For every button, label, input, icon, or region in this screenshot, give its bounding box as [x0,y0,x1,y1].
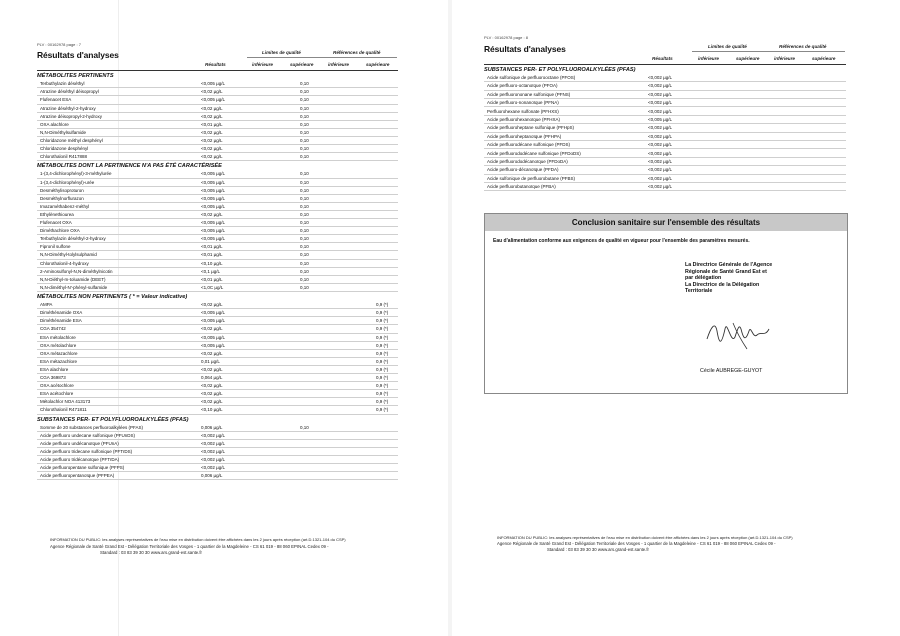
result-value: <0,002 µg/L [648,167,672,173]
reference-sup-value: 0,9 (*) [376,302,389,308]
reference-sup-value: 0,9 (*) [376,383,389,389]
table-row [37,113,398,121]
param-name: Acide perfluorododécane sulfonique (PFDoDS) [487,150,581,156]
table-row [37,448,398,456]
table-row [37,334,398,342]
param-name: N,N-Diméthyl-tolylsulphamid [40,252,97,258]
table-row [37,301,398,309]
table-row [37,153,398,161]
result-value: <0,005 µg/L [201,179,225,185]
table-row [37,382,398,390]
limit-sup-value: 0,10 [300,211,309,217]
limit-sup-value: 0,10 [300,171,309,177]
result-value: <0,02 µg/L [201,366,223,372]
param-name: Somme de 20 substances perfluoroalkylées (PFAS) [40,424,144,430]
limit-sup-value: 0,10 [300,252,309,258]
param-name: Métolachlor NOA 413173 [40,399,91,405]
table-row [37,374,398,382]
table-row [37,276,398,284]
result-value: <0,005 µg/L [201,334,225,340]
header-resultats: Résultats [652,56,673,61]
result-value: <0,1 µg/L [201,268,220,274]
result-value: <0,002 µg/L [648,100,672,106]
param-name: Acide perfluoro undécanoïque (PFUnA) [40,440,119,446]
param-name: 1-(3,4-dichlorophényl)-3-méthylurée [40,171,112,177]
table-row [484,150,846,158]
footer-agency: Agence Régionale de Santé Grand Est - Délégation Territoriale des Vosges - 1 quartier de la Magdeleine - CS 61 019 - 88 060 EPINAL Cedex 09 - [50,544,329,549]
table-row [37,179,398,187]
reference-sup-value: 0,9 (*) [376,366,389,372]
result-value: <0,005 µg/L [201,228,225,234]
limit-sup-value: 0,10 [300,195,309,201]
reference-sup-value: 0,9 (*) [376,326,389,332]
param-name: CGA 354742 [40,326,66,332]
result-value: <0,02 µg/L [201,326,223,332]
table-row [37,251,398,259]
table-row [37,96,398,104]
header-resultats: Résultats [205,62,226,67]
result-value: <0,02 µg/L [201,350,223,356]
result-value: <0,002 µg/L [201,432,225,438]
result-value: <0,002 µg/L [201,457,225,463]
footer-standard: Standard : 03 83 39 30 30 www.ars.grand-est.sante.fr [100,550,202,555]
table-row [37,398,398,406]
row-rule [37,414,398,415]
param-name: N,N-Diméthylsulfamide [40,129,87,135]
table-row [37,309,398,317]
result-value: <0,01 µg/L [201,276,223,282]
limit-sup-value: 0,10 [300,146,309,151]
result-value: 0,064 µg/L [201,375,223,380]
table-row [484,74,846,82]
param-name: Atrazine déséthyl-2-hydroxy [40,105,96,111]
conclusion-title: Conclusion sanitaire sur l'ensemble des résultats [485,214,847,231]
row-rule [37,479,398,480]
limit-sup-value: 0,10 [300,179,309,185]
param-name: Diméthénamide OXA [40,310,83,316]
param-name: Flufenacet ESA [40,97,72,103]
table-row [37,390,398,398]
header-lim-inf: inférieure [252,62,273,67]
param-name: ESA acétochlore [40,391,74,397]
param-name: Terbuthylazin déséthyl-2-hydroxy [40,236,106,242]
result-value: <0,002 µg/L [648,83,672,89]
result-value: <0,02 µg/L [201,391,223,397]
table-row [37,424,398,432]
param-name: Chloridazone méthyl desphényl [40,137,103,143]
table-row [37,211,398,219]
result-value: <0,002 µg/L [201,465,225,471]
limit-sup-value: 0,10 [300,113,309,119]
table-row [37,243,398,251]
result-value: <0,005 µg/L [201,203,225,209]
param-name: N,N-Diéthyl-m-toluamide (DEET) [40,276,106,282]
result-value: <0,005 µg/L [201,342,225,348]
limit-sup-value: 0,10 [300,276,309,282]
result-value: <1,0C µg/L [201,284,224,290]
param-name: 2-Aminosulfonyl-N,N-diméthylnicotin [40,268,113,274]
table-row [37,325,398,333]
param-name: N,N-diméthyl-N'-phényl-sulfamide [40,284,108,290]
footer-info: INFORMATION DU PUBLIC: les analyses représentatives de l'eau mise en distribution doivent être affichées dans les 2 jours après réception (art.D.1321-104 du CSP) [50,537,346,542]
table-row [484,175,846,183]
table-row [37,342,398,350]
table-row [484,99,846,107]
param-name: Acide perfluorododécanoïque (PFDoDA) [487,159,568,164]
report-page-7 [0,0,448,636]
table-row [37,406,398,414]
result-value: 0,006 µg/L [201,424,223,430]
param-name: Fipronil sulfone [40,244,71,250]
param-name: Acide perfluorodécane sulfonique (PFDS) [487,142,571,148]
section-title: MÉTABOLITES DONT LA PERTINENCE N'A PAS ÉTÉ CARACTÉRISÉE [37,163,222,170]
result-value: <0,005 µg/L [201,310,225,316]
footer-agency: Agence Régionale de Santé Grand Est - Délégation Territoriale des Vosges - 1 quartier de la Magdeleine - CS 61 019 - 88 060 EPINAL Cedex 09 - [497,541,776,546]
section-title: SUBSTANCES PER- ET POLYFLUOROALKYLÉES (PFAS) [37,416,189,423]
header-lim-sup: supérieure [736,56,760,61]
table-row [37,284,398,292]
table-row [37,145,398,153]
param-name: Diméthénamide ESA [40,318,82,324]
param-name: Perfluorohexane sulfonate (PFHXS) [487,108,559,114]
table-row [37,227,398,235]
limit-sup-value: 0,10 [300,268,309,274]
table-row [37,432,398,440]
header-limites: Limites de qualité [708,44,747,49]
param-name: Desméthylisoproturon [40,187,84,193]
limit-sup-value: 0,10 [300,203,309,209]
result-value: <0,02 µg/L [201,302,223,308]
table-row [37,219,398,227]
table-row [37,456,398,464]
param-name: Acide sulfonique de perfluorobutane (PFBS) [487,175,576,181]
result-value: <0,005 µg/L [201,97,225,103]
param-name: Acide perfluoro undecane sulfonique (PFUnDS) [40,432,136,438]
result-value: <0,01 µg/L [201,121,223,127]
param-name: Terbuthylazin déséthyl [40,81,85,87]
signatory-line-1: La Directrice Générale de l'Agence [685,262,773,268]
table-row [484,183,846,191]
table-row [37,235,398,243]
result-value: <0,002 µg/L [201,440,225,446]
param-name: Acide perfluoro tridecane sulfonique (PFTrDS) [40,449,133,454]
param-name: Desméthylnorflurazon [40,195,84,201]
limit-sup-value: 0,10 [300,260,309,266]
param-name: Acide perfluoro tridécanoïque (PFTrDA) [40,457,120,463]
header-lim-sup: supérieure [290,62,314,67]
result-value: <0,002 µg/L [648,125,672,131]
result-value: <0,02 µg/L [201,399,223,405]
param-name: Atrazine déisopropyl-2-hydroxy [40,113,103,119]
result-value: <0,002 µg/L [648,159,672,164]
result-value: <0,002 µg/L [648,133,672,139]
param-name: Flufenacet OXA [40,220,72,225]
limit-sup-value: 0,10 [300,228,309,234]
param-name: Diméthachlore OXA [40,228,80,234]
page-title: Résultats d'analyses [484,44,566,54]
table-row [37,121,398,129]
param-name: CGA 369873 [40,375,66,380]
param-name: Acide perfluoroheptanoïque (PFHPA) [487,133,562,139]
reference-sup-value: 0,9 (*) [376,399,389,405]
result-value: <0,005 µg/L [201,220,225,225]
result-value: <0,005 µg/L [201,81,225,87]
table-row [37,80,398,88]
param-name: Acide perfluoro-décanoïque (PFDA) [487,167,559,173]
reference-sup-value: 0,9 (*) [376,334,389,340]
result-value: <0,02 µg/L [201,137,223,143]
signatory-block [685,262,772,295]
param-name: ESA métazachlore [40,358,78,364]
param-name: Chlorothalonil R471811 [40,407,87,413]
table-row [37,464,398,472]
param-name: OXA métazachlore [40,350,78,356]
header-ref-sup: supérieure [812,56,836,61]
limit-sup-value: 0,10 [300,154,309,160]
limit-sup-value: 0,10 [300,97,309,103]
limit-sup-value: 0,10 [300,187,309,193]
param-name: Acide perfluoro-nonanoïque (PFNA) [487,100,559,106]
result-value: <0,02 µg/L [201,154,223,160]
table-row [37,440,398,448]
param-name: Acide sulfonique de perfluorooctane (PFOS) [487,75,576,80]
limit-sup-value: 0,10 [300,236,309,242]
limit-sup-value: 0,10 [300,81,309,87]
handwritten-signature [703,309,773,359]
row-rule [37,291,398,292]
param-name: Acide perfluoroheptane sulfonique (PFHpS) [487,125,575,131]
page-id: PLV : 00162978 page : 8 [484,35,528,40]
table-row [37,317,398,325]
results-table [37,71,398,529]
table-row [37,88,398,96]
header-divider [247,57,397,58]
result-value: <0,002 µg/L [648,142,672,148]
result-value: <0,10 µg/L [201,407,223,413]
table-row [37,105,398,113]
reference-sup-value: 0,9 (*) [376,342,389,348]
result-value: <0,002 µg/L [648,108,672,114]
table-row [484,124,846,132]
param-name: Acide perfluorohexanoïque (PFHXA) [487,117,561,122]
conclusion-text: Eau d'alimentation conforme aux exigences de qualité en vigueur pour l'ensemble des paramètres mesurés. [493,238,750,244]
result-value: <0,005 µg/L [201,318,225,324]
result-value: <0,005 µg/L [201,171,225,177]
row-rule [37,160,398,161]
param-name: Acide perfluorononane sulfonique (PFNS) [487,91,571,97]
header-lim-inf: inférieure [698,56,719,61]
param-name: Atrazine déséthyl déisopropyl [40,89,99,95]
param-name: Acide perfluoropentanoïque (PFPEA) [40,473,115,479]
param-name: Chlorothalonil R417888 [40,154,88,160]
result-value: <0,002 µg/L [648,150,672,156]
section-title: SUBSTANCES PER- ET POLYFLUOROALKYLÉES (PFAS) [484,67,636,73]
result-value: <0,005 µg/L [201,187,225,193]
limit-sup-value: 0,10 [300,220,309,225]
result-value: <0,02 µg/L [201,146,223,151]
reference-sup-value: 0,9 (*) [376,310,389,316]
table-row [37,195,398,203]
table-row [37,358,398,366]
table-row [37,170,398,178]
param-name: Chloridazone desphényl [40,146,89,151]
header-ref-sup: supérieure [366,62,390,67]
header-references: Références de qualité [333,50,381,55]
limit-sup-value: 0,10 [300,424,309,430]
result-value: <0,02 µg/L [201,89,223,95]
signatory-line-3: par délégation [685,275,722,282]
conclusion-box [484,213,848,394]
signatory-name: Cécile AUBREGE-GUYOT [700,368,763,374]
limit-sup-value: 0,10 [300,244,309,250]
result-value: <0,002 µg/L [201,449,225,454]
param-name: OXA alachlore [40,121,69,127]
limit-sup-value: 0,10 [300,129,309,135]
result-value: <0,005 µg/L [201,236,225,242]
section-title: MÉTABOLITES NON PERTINENTS ( * = Valeur indicative) [37,293,188,300]
reference-sup-value: 0,9 (*) [376,407,389,413]
table-row [37,472,398,480]
param-name: ESA alachlore [40,366,69,372]
table-row [484,166,846,174]
param-name: OXA acétochlore [40,383,74,389]
limit-sup-value: 0,10 [300,89,309,95]
param-name: Imazaméthabenz-méthyl [40,203,90,209]
param-name: AMPA [40,302,53,308]
result-value: <0,005 µg/L [201,195,225,201]
reference-sup-value: 0,9 (*) [376,391,389,397]
reference-sup-value: 0,9 (*) [376,318,389,324]
signatory-line-4: La Directrice de la Délégation [685,281,760,288]
table-row [484,133,846,141]
param-name: Acide perfluoropentane sulfonique (PFPS) [40,465,125,471]
footer-standard: Standard : 03 83 39 30 30 www.ars.grand-est.sante.fr [547,547,649,552]
result-value: <0,01 µg/L [201,244,223,250]
result-value: <0,002 µg/L [648,184,672,190]
header-limites: Limites de qualité [262,50,301,55]
header-ref-inf: inférieure [774,56,795,61]
page-title: Résultats d'analyses [37,50,119,60]
reference-sup-value: 0,9 (*) [376,358,389,364]
reference-sup-value: 0,9 (*) [376,350,389,356]
table-row [484,141,846,149]
table-row [37,260,398,268]
table-row [37,350,398,358]
param-name: Ethylènethiourea [40,211,74,217]
header-references: Références de qualité [779,44,827,49]
table-row [37,203,398,211]
result-value: <0,002 µg/L [648,91,672,97]
param-name: OXA métolachlore [40,342,77,348]
param-name: Acide perfluorobutanoïque (PFBA) [487,184,556,190]
reference-sup-value: 0,9 (*) [376,375,389,380]
table-row [484,158,846,166]
result-value: <0,002 µg/L [648,75,672,80]
param-name: ESA métolachlore [40,334,76,340]
limit-sup-value: 0,10 [300,121,309,127]
pfas-table [484,65,846,195]
result-value: <0,005 µg/L [648,117,672,122]
table-row [484,82,846,90]
table-row [37,129,398,137]
limit-sup-value: 0,10 [300,284,309,290]
table-row [484,91,846,99]
header-ref-inf: inférieure [328,62,349,67]
signatory-line-5: Territoriale [685,288,713,295]
result-value: <0,002 µg/L [648,175,672,181]
limit-sup-value: 0,10 [300,137,309,143]
table-row [37,137,398,145]
result-value: <0,02 µg/L [201,129,223,135]
page-id: PLV : 00162978 page : 7 [37,42,81,47]
table-row [37,268,398,276]
header-divider [692,51,845,52]
table-row [37,187,398,195]
param-name: Chlorothalonil-4-hydroxy [40,260,89,266]
result-value: <0,10 µg/L [201,260,223,266]
result-value: 0,01 µg/L [201,358,220,364]
footer-info: INFORMATION DU PUBLIC: les analyses représentatives de l'eau mise en distribution doivent être affichées dans les 2 jours après réception (art.D.1321-104 du CSP) [497,535,793,540]
result-value: <0,02 µg/L [201,105,223,111]
result-value: <0,01 µg/L [201,252,223,258]
param-name: 1-(3,4-dichlorophényl)-urée [40,179,95,185]
table-row [484,108,846,116]
result-value: 0,006 µg/L [201,473,223,479]
row-rule [484,190,846,191]
param-name: Acide perfluoro-octanoïque (PFOA) [487,83,558,89]
section-title: MÉTABOLITES PERTINENTS [37,73,114,79]
signatory-line-2: Régionale de Santé Grand Est et [685,268,767,275]
result-value: <0,02 µg/L [201,211,223,217]
result-value: <0,02 µg/L [201,113,223,119]
result-value: <0,02 µg/L [201,383,223,389]
table-row [484,116,846,124]
limit-sup-value: 0,10 [300,105,309,111]
table-row [37,366,398,374]
